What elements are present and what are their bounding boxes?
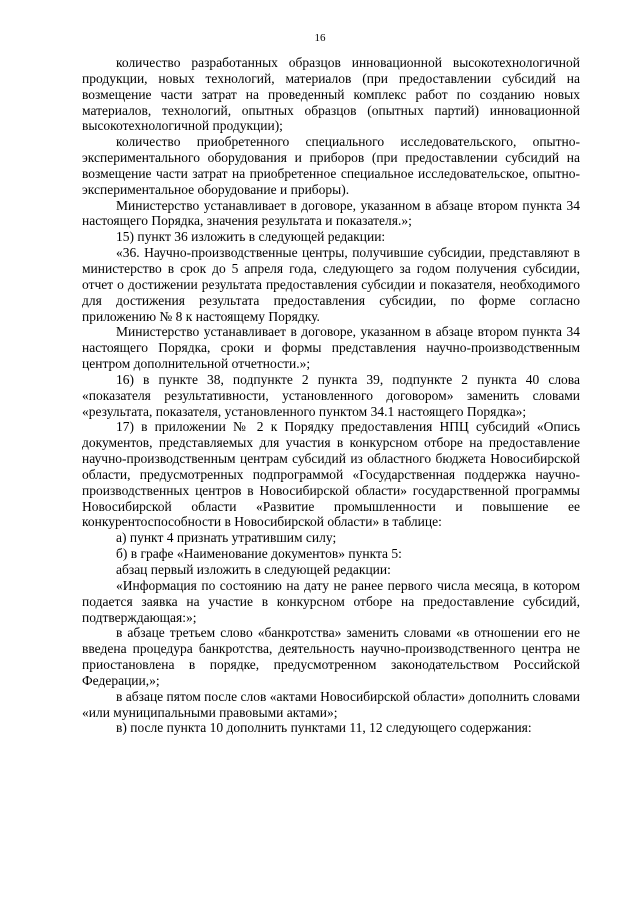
- paragraph-15: в) после пункта 10 дополнить пунктами 11, 12 следующего содержания:: [116, 720, 532, 736]
- paragraph-10: б) в графе «Наименование документов» пункта 5:: [116, 546, 402, 562]
- paragraph-11: абзац первый изложить в следующей редакции:: [116, 562, 391, 577]
- paragraph-14: в абзаце пятом после слов «актами Новосибирской области» дополнить словами «или муниципальными правовыми актами»;: [82, 688, 580, 720]
- paragraph-1: количество разработанных образцов инновационной высокотехнологичной продукции, новых технологий, материалов (при предоставлении субсидий на возмещение части затрат на проведенный комплекс работ по созданию новых материалов, технологий, опытных образцов (опытных партий) инновационной высокотехнологичной продукции);: [82, 55, 580, 134]
- document-body: [82, 55, 580, 736]
- paragraph-12: «Информация по состоянию на дату не ранее первого числа месяца, в котором подается заявка на участие в конкурсном отборе на предоставление субсидий, подтверждающая:»;: [82, 577, 580, 625]
- paragraph-2: количество приобретенного специального исследовательского, опытно-экспериментального оборудования и приборов (при предоставлении субсидий на возмещение части затрат на приобретенное специальное исследовательское, опытно-экспериментальное оборудование и приборы).: [82, 134, 580, 197]
- paragraph-5: «36. Научно-производственные центры, получившие субсидии, представляют в министерство в срок до 5 апреля года, следующего за годом получения субсидии, отчет о достижении результата предоставления субсидии и показателя, необходимого для достижения результата предоставления субсидии, по форме согласно приложению № 8 к настоящему Порядку.: [82, 245, 580, 324]
- paragraph-8: 17) в приложении № 2 к Порядку предоставления НПЦ субсидий «Опись документов, представляемых для участия в конкурсном отборе на предоставление научно-производственным центрам субсидий из областного бюджета Новосибирской области, предусмотренных подпрограммой «Государственная поддержка научно-производственных центров в Новосибирской области» государственной программы Новосибирской области «Развитие промышленности и повышение ее конкурентоспособности в Новосибирской области» в таблице:: [82, 419, 580, 530]
- paragraph-6: Министерство устанавливает в договоре, указанном в абзаце втором пункта 34 настоящего Порядка, сроки и формы представления научно-производственным центром дополнительной отчетности.»;: [82, 324, 580, 372]
- page-number: 16: [314, 32, 326, 44]
- paragraph-7: 16) в пункте 38, подпункте 2 пункта 39, подпункте 2 пункта 40 слова «показателя результативности, установленного договором» заменить словами «результата, показателя, установленного пунктом 34.1 настоящего Порядка»;: [82, 371, 580, 419]
- paragraph-3: Министерство устанавливает в договоре, указанном в абзаце втором пункта 34 настоящего Порядка, значения результата и показателя.»;: [82, 197, 580, 229]
- paragraph-4: 15) пункт 36 изложить в следующей редакции:: [116, 229, 386, 245]
- paragraph-13: в абзаце третьем слово «банкротства» заменить словами «в отношении его не введена процедура банкротства, деятельность научно-производственного центра не приостановлена в порядке, предусмотренном законодательством Российской Федерации,»;: [82, 625, 580, 688]
- paragraph-9: а) пункт 4 признать утратившим силу;: [116, 530, 337, 546]
